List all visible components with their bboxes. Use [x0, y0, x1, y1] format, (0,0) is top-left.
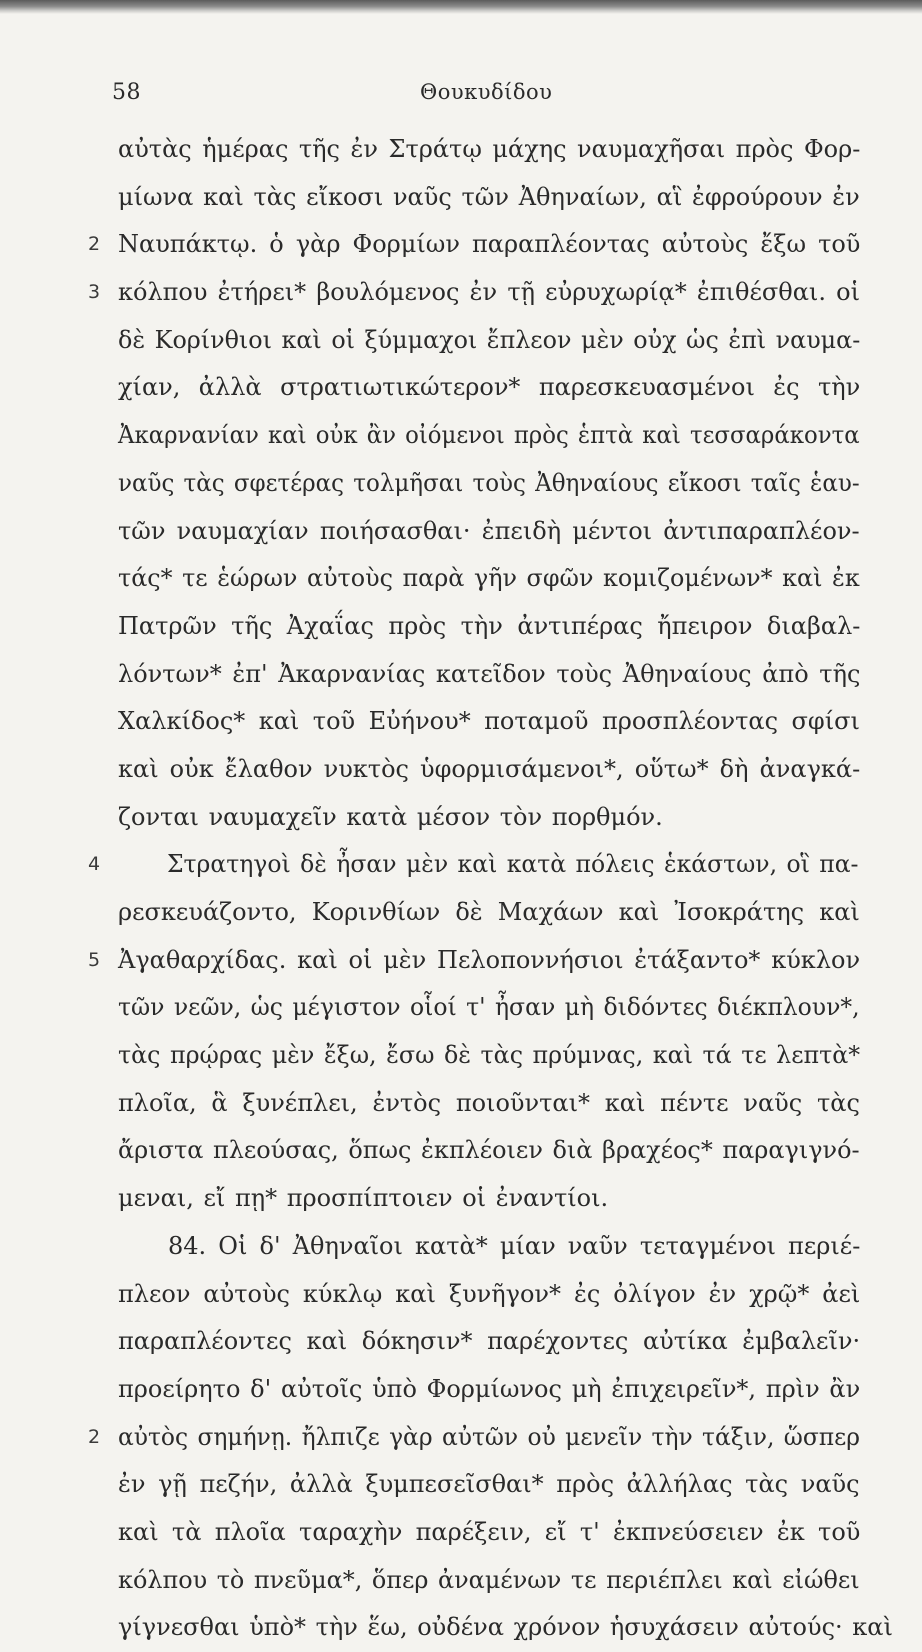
- text-line: [88, 221, 861, 269]
- text-line: [118, 1366, 860, 1414]
- line-text: χίαν, ἀλλὰ στρατιωτικώτερον* παρεσκευασμένοι ἐς τὴν: [118, 373, 861, 402]
- text-line: [118, 1557, 860, 1605]
- text-line: [118, 1175, 860, 1223]
- text-line: [118, 1223, 860, 1271]
- line-text: δὲ Κορίνθιοι καὶ οἱ ξύμμαχοι ἔπλεον μὲν οὐχ ὡς ἐπὶ ναυμα-: [118, 325, 861, 354]
- line-text: καὶ οὐκ ἔλαθον νυκτὸς ὑφορμισάμενοι*, οὕτω* δὴ ἀναγκά-: [118, 754, 861, 783]
- line-text: αὐτὰς ἡμέρας τῆς ἐν Στράτῳ μάχης ναυμαχῆσαι πρὸς Φορ-: [118, 135, 861, 163]
- body-text: [88, 126, 893, 1652]
- text-line: [118, 1318, 860, 1366]
- text-line: [88, 1414, 861, 1462]
- line-text: κόλπου τὸ πνεῦμα*, ὅπερ ἀναμένων τε περιέπλει καὶ εἰώθει: [118, 1565, 860, 1594]
- text-line: [88, 841, 860, 889]
- line-text: αὐτὸς σημήνῃ. ἤλπιζε γὰρ αὐτῶν οὐ μενεῖν τὴν τάξιν, ὥσπερ: [118, 1422, 861, 1451]
- page-number: 58: [112, 80, 141, 105]
- text-line: [118, 1271, 860, 1319]
- line-text: Στρατηγοὶ δὲ ἦσαν μὲν καὶ κατὰ πόλεις ἑκάστων, οἳ πα-: [166, 850, 859, 879]
- line-text: πλοῖα, ἃ ξυνέπλει, ἐντὸς ποιοῦνται* καὶ πέντε ναῦς τὰς: [118, 1088, 860, 1117]
- text-line: [118, 889, 860, 937]
- text-line: [118, 174, 860, 222]
- line-text: Πατρῶν τῆς Ἀχαΐας πρὸς τὴν ἀντιπέρας ἤπειρον διαβαλ-: [118, 611, 861, 640]
- line-text: μεναι, εἴ πῃ* προσπίπτοιεν οἱ ἐναντίοι.: [118, 1184, 609, 1213]
- line-text: Ἀγαθαρχίδας. καὶ οἱ μὲν Πελοποννήσιοι ἐτάξαντο* κύκλον: [118, 945, 861, 974]
- line-text: Ἀκαρνανίαν καὶ οὐκ ἂν οἰόμενοι πρὸς ἑπτὰ καὶ τεσσαράκοντα: [118, 421, 860, 450]
- text-line: [118, 508, 860, 556]
- line-text: τῶν ναυμαχίαν ποιήσασθαι· ἐπειδὴ μέντοι ἀντιπαραπλέον-: [118, 516, 860, 545]
- text-line: [118, 603, 860, 651]
- line-text: ζονται ναυμαχεῖν κατὰ μέσον τὸν πορθμόν.: [118, 802, 663, 831]
- text-line: [118, 1604, 893, 1652]
- line-text: 84. Οἱ δ' Ἀθηναῖοι κατὰ* μίαν ναῦν τεταγμένοι περιέ-: [168, 1231, 861, 1260]
- text-line: [118, 651, 860, 699]
- text-line: [88, 937, 861, 985]
- line-text: προείρητο δ' αὐτοῖς ὑπὸ Φορμίωνος μὴ ἐπιχειρεῖν*, πρὶν ἂν: [118, 1374, 861, 1403]
- line-text: πλεον αὐτοὺς κύκλῳ καὶ ξυνῆγον* ἐς ὀλίγον ἐν χρῷ* ἀεὶ: [118, 1279, 861, 1308]
- running-head: [112, 80, 842, 110]
- line-text: μίωνα καὶ τὰς εἴκοσι ναῦς τῶν Ἀθηναίων, αἳ ἐφρούρουν ἐν: [118, 182, 860, 211]
- line-text: γίγνεσθαι ὑπὸ* τὴν ἕω, οὐδένα χρόνον ἡσυχάσειν αὐτούς· καὶ: [118, 1613, 893, 1642]
- line-text: λόντων* ἐπ' Ἀκαρνανίας κατεῖδον τοὺς Ἀθηναίους ἀπὸ τῆς: [118, 659, 861, 688]
- line-text: τὰς πρῴρας μὲν ἔξω, ἔσω δὲ τὰς πρύμνας, καὶ τά τε λεπτὰ*: [118, 1041, 861, 1070]
- text-line: [88, 269, 861, 317]
- line-text: Χαλκίδος* καὶ τοῦ Εὐήνου* ποταμοῦ προσπλέοντας σφίσι: [118, 707, 860, 736]
- text-line: [118, 746, 860, 794]
- text-line: [118, 1461, 860, 1509]
- section-number: 2: [88, 233, 101, 256]
- line-text: ναῦς τὰς σφετέρας τολμῆσαι τοὺς Ἀθηναίους εἴκοσι ταῖς ἑαυ-: [118, 468, 860, 497]
- line-text: τῶν νεῶν, ὡς μέγιστον οἷοί τ' ἦσαν μὴ διδόντες διέκπλουν*,: [118, 993, 860, 1022]
- text-line: [118, 1127, 860, 1175]
- text-line: [118, 698, 860, 746]
- text-line: [118, 794, 860, 842]
- section-number: 5: [88, 948, 101, 971]
- text-line: [118, 1032, 860, 1080]
- line-text: Ναυπάκτῳ. ὁ γὰρ Φορμίων παραπλέοντας αὐτοὺς ἔξω τοῦ: [118, 230, 861, 259]
- section-number: 4: [88, 853, 101, 876]
- text-line: [118, 1509, 860, 1557]
- text-line: [118, 126, 860, 174]
- line-text: ἄριστα πλεούσας, ὅπως ἐκπλέοιεν διὰ βραχέος* παραγιγνό-: [118, 1136, 860, 1165]
- line-text: ρεσκευάζοντο, Κορινθίων δὲ Μαχάων καὶ Ἰσοκράτης καὶ: [118, 898, 860, 926]
- line-text: τάς* τε ἑώρων αὐτοὺς παρὰ γῆν σφῶν κομιζομένων* καὶ ἐκ: [118, 564, 860, 593]
- text-line: [118, 555, 860, 603]
- line-text: παραπλέοντες καὶ δόκησιν* παρέχοντες αὐτίκα ἐμβαλεῖν·: [118, 1327, 861, 1356]
- line-text: κόλπου ἐτήρει* βουλόμενος ἐν τῇ εὐρυχωρίᾳ* ἐπιθέσθαι. οἱ: [118, 278, 861, 307]
- text-line: [118, 364, 860, 412]
- line-text: καὶ τὰ πλοῖα ταραχὴν παρέξειν, εἴ τ' ἐκπνεύσειεν ἐκ τοῦ: [118, 1517, 861, 1546]
- section-number: 2: [88, 1425, 101, 1448]
- text-line: [118, 317, 860, 365]
- running-title: Θουκυδίδου: [420, 80, 553, 104]
- text-line: [118, 984, 860, 1032]
- text-line: [118, 1080, 860, 1128]
- section-number: 3: [88, 281, 101, 304]
- text-line: [118, 460, 860, 508]
- text-line: [118, 412, 860, 460]
- line-text: ἐν γῇ πεζήν, ἀλλὰ ξυμπεσεῖσθαι* πρὸς ἀλλήλας τὰς ναῦς: [118, 1470, 860, 1499]
